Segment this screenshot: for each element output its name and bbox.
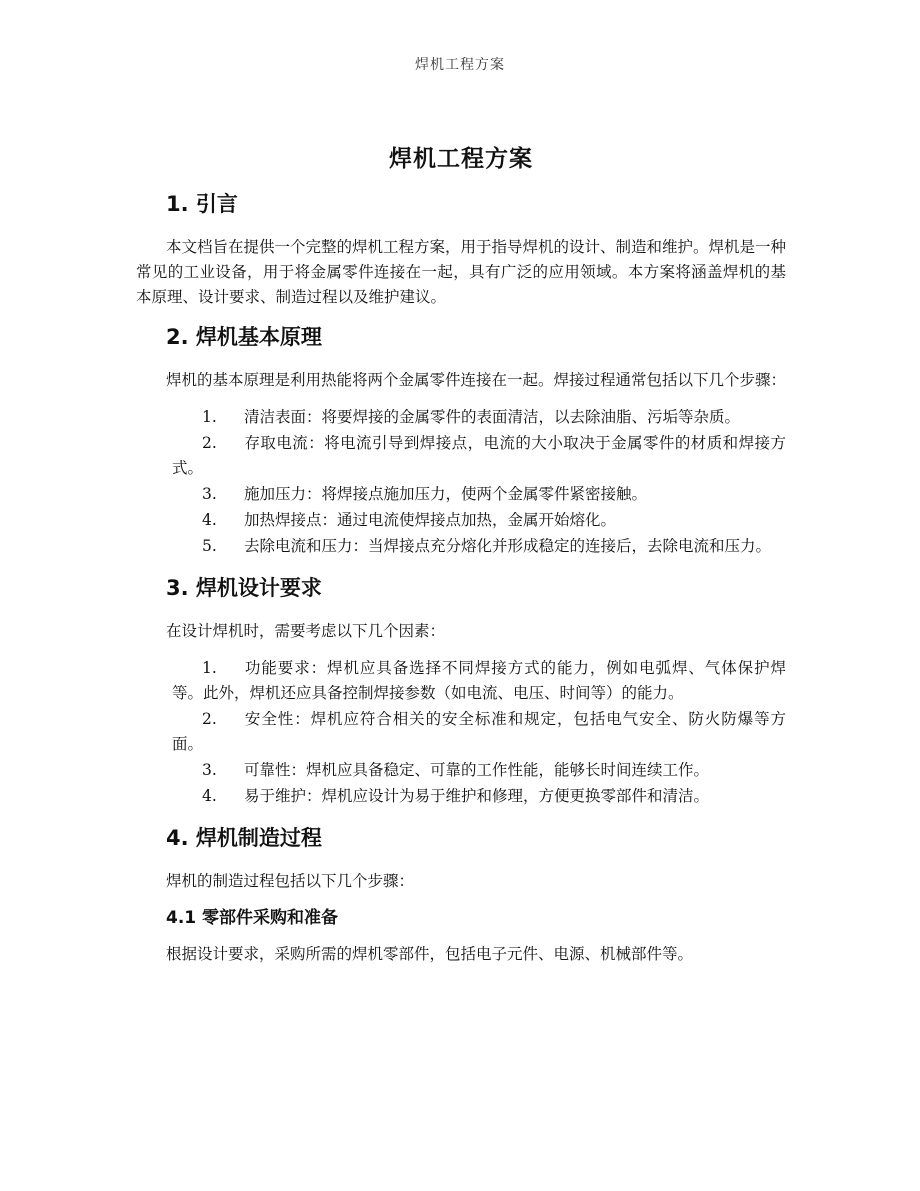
section-4-heading: 4. 焊机制造过程: [166, 826, 322, 850]
section-4-paragraph: 焊机的制造过程包括以下几个步骤：: [166, 872, 415, 890]
list-item: 3. 施加压力：将焊接点施加压力，使两个金属零件紧密接触。: [202, 485, 648, 503]
list-item: 3. 可靠性：焊机应具备稳定、可靠的工作性能，能够长时间连续工作。: [202, 761, 710, 779]
list-item: 4. 易于维护：焊机应设计为易于维护和修理，方便更换零部件和清洁。: [202, 787, 710, 805]
list-item: 2. 存取电流：将电流引导到焊接点，电流的大小取决于金属零件的材质和焊接方式。: [172, 434, 786, 477]
section-1-paragraph: 本文档旨在提供一个完整的焊机工程方案，用于指导焊机的设计、制造和维护。焊机是一种常见的工业设备，用于将金属零件连接在一起，具有广泛的应用领域。本方案将涵盖焊机的基本原理、设计要求、制造过程以及维护建议。: [136, 238, 787, 306]
list-item: 4. 加热焊接点：通过电流使焊接点加热，金属开始熔化。: [202, 511, 617, 529]
list-item: 1. 功能要求：焊机应具备选择不同焊接方式的能力，例如电弧焊、气体保护焊等。此外，焊机还应具备控制焊接参数（如电流、电压、时间等）的能力。: [172, 659, 786, 702]
list-item: 2. 安全性：焊机应符合相关的安全标准和规定，包括电气安全、防火防爆等方面。: [172, 710, 786, 753]
list-item: 1. 清洁表面：将要焊接的金属零件的表面清洁，以去除油脂、污垢等杂质。: [202, 408, 741, 426]
section-3-heading: 3. 焊机设计要求: [166, 576, 322, 600]
section-2-paragraph: 焊机的基本原理是利用热能将两个金属零件连接在一起。焊接过程通常包括以下几个步骤：: [166, 371, 787, 389]
section-3-requirements: [136, 656, 786, 809]
running-header: 焊机工程方案: [415, 57, 505, 73]
section-1-heading: 1. 引言: [166, 192, 238, 216]
section-2-steps: [136, 405, 786, 559]
document-body: [136, 140, 786, 979]
document-title: 焊机工程方案: [389, 146, 533, 172]
section-2-heading: 2. 焊机基本原理: [166, 325, 322, 349]
section-4-1-paragraph: 根据设计要求，采购所需的焊机零部件，包括电子元件、电源、机械部件等。: [166, 945, 694, 963]
section-3-paragraph: 在设计焊机时，需要考虑以下几个因素：: [166, 622, 446, 640]
section-4-1-heading: 4.1 零部件采购和准备: [166, 908, 339, 928]
list-item: 5. 去除电流和压力：当焊接点充分熔化并形成稳定的连接后，去除电流和压力。: [202, 537, 772, 555]
